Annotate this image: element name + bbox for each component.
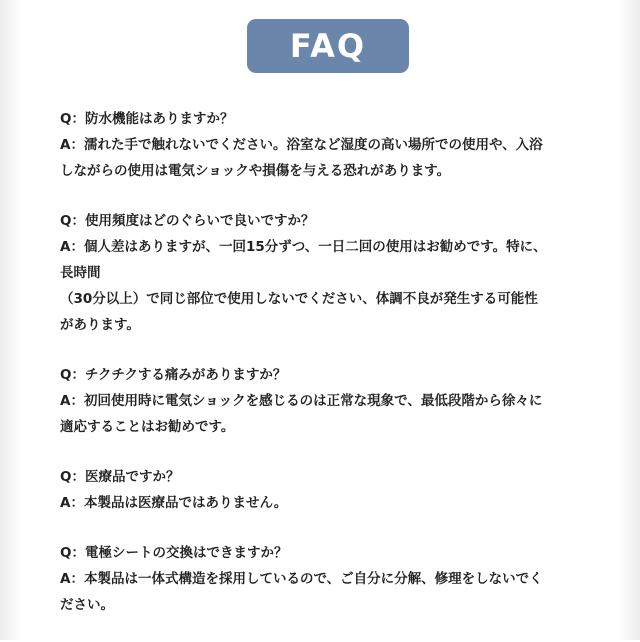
faq-item: [60, 464, 590, 516]
left-edge-shadow: [0, 0, 22, 640]
faq-answer-line: があります。: [60, 317, 140, 333]
faq-answer-line: A：濡れた手で触れないでください。浴室など湿度の高い場所での使用や、入浴: [60, 137, 543, 153]
faq-answer-line: しながらの使用は電気ショックや損傷を与える恐れがあります。: [60, 163, 451, 179]
faq-title-badge: FAQ: [247, 19, 409, 73]
faq-answer-line: A：本製品は医療品ではありません。: [60, 495, 288, 511]
faq-question: Q：チクチクする痛みがありますか？: [60, 367, 287, 383]
faq-question: Q：電極シートの交換はできますか？: [60, 545, 288, 561]
faq-question: Q：防水機能はありますか？: [60, 111, 234, 127]
faq-answer-line: 長時間: [60, 265, 101, 281]
faq-question: Q：医療品ですか？: [60, 469, 180, 485]
faq-item: [60, 106, 590, 184]
faq-list: [60, 106, 590, 642]
faq-answer-line: A：本製品は一体式構造を採用しているので、ご自分に分解、修理をしないでく: [60, 571, 543, 587]
faq-item: [60, 540, 590, 618]
right-edge-shadow: [618, 0, 640, 640]
faq-answer-line: A：初回使用時に電気ショックを感じるのは正常な現象で、最低段階から徐々に: [60, 393, 543, 409]
faq-item: [60, 208, 590, 338]
faq-item: [60, 362, 590, 440]
faq-question: Q：使用頻度はどのぐらいで良いですか？: [60, 213, 315, 229]
faq-answer-line: A：個人差はありますが、一回15分ずつ、一日二回の使用はお勧めです。特に、: [60, 239, 547, 255]
faq-answer-line: （30分以上）で同じ部位で使用しないでください、体調不良が発生する可能性: [60, 291, 538, 307]
faq-answer-line: 適応することはお勧めです。: [60, 419, 235, 435]
faq-answer-line: ださい。: [60, 597, 114, 613]
